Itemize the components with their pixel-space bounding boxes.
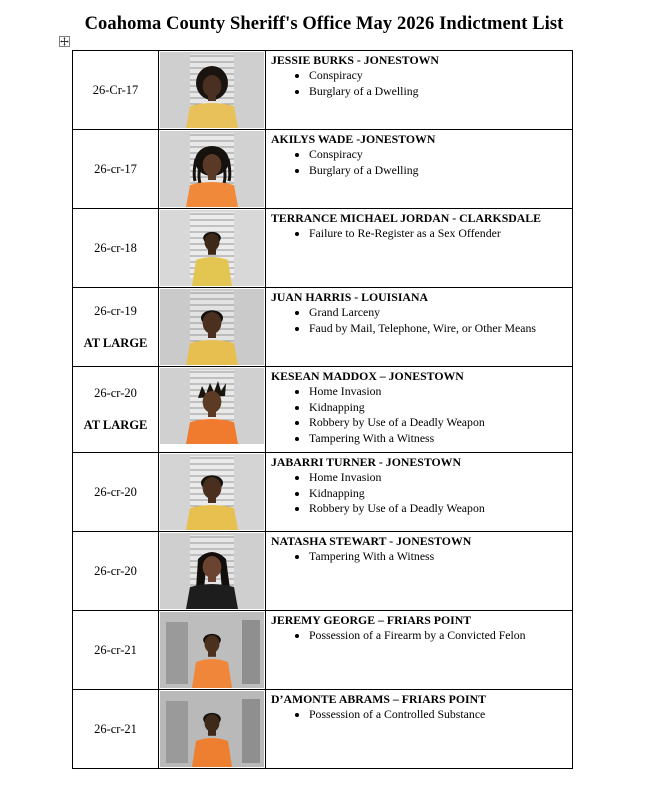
charge-item: • Burglary of a Dwelling	[309, 84, 568, 100]
table-row	[73, 611, 573, 690]
case-number: 26-cr-18	[94, 240, 137, 255]
table-row	[73, 453, 573, 532]
charges-list	[271, 470, 568, 517]
defendant-info-cell	[266, 453, 573, 532]
charge-item: • Possession of a Firearm by a Convicted Felon	[309, 628, 568, 644]
mugshot-photo	[160, 52, 264, 128]
indictment-table	[72, 50, 573, 769]
case-number-cell	[73, 611, 159, 690]
defendant-name: JUAN HARRIS - LOUISIANA	[271, 290, 428, 304]
charge-item: • Burglary of a Dwelling	[309, 163, 568, 179]
mugshot-cell	[159, 130, 266, 209]
mugshot-cell	[159, 209, 266, 288]
mugshot-cell	[159, 51, 266, 130]
mugshot-cell	[159, 288, 266, 367]
defendant-name: JESSIE BURKS - JONESTOWN	[271, 53, 439, 67]
charge-item: • Conspiracy	[309, 68, 568, 84]
mugshot-cell	[159, 611, 266, 690]
charge-item: • Home Invasion	[309, 470, 568, 486]
mugshot-photo	[160, 131, 264, 207]
mugshot-cell	[159, 367, 266, 453]
charge-item: • Failure to Re-Register as a Sex Offender	[309, 226, 568, 242]
charge-item: • Robbery by Use of a Deadly Weapon	[309, 415, 568, 431]
page-title: Coahoma County Sheriff's Office May 2026 Indictment List	[84, 14, 564, 34]
charge-item: • Faud by Mail, Telephone, Wire, or Other Means	[309, 321, 568, 337]
defendant-info-cell	[266, 288, 573, 367]
charges-list	[271, 226, 568, 242]
defendant-info-cell	[266, 130, 573, 209]
charge-item: • Grand Larceny	[309, 305, 568, 321]
case-number-cell	[73, 288, 159, 367]
mugshot-cell	[159, 690, 266, 769]
defendant-info-cell	[266, 51, 573, 130]
case-number: 26-cr-20	[94, 386, 137, 400]
case-number: 26-Cr-17	[92, 82, 139, 97]
mugshot-photo	[160, 368, 264, 444]
charge-item: • Tampering With a Witness	[309, 549, 568, 565]
mugshot-cell	[159, 532, 266, 611]
mugshot-cell	[159, 453, 266, 532]
mugshot-photo	[160, 454, 264, 530]
defendant-info-cell	[266, 690, 573, 769]
case-number: 26-cr-20	[94, 484, 137, 499]
defendant-info-cell	[266, 367, 573, 453]
at-large-status: AT LARGE	[83, 418, 148, 432]
table-row	[73, 367, 573, 453]
table-row	[73, 130, 573, 209]
case-number-cell	[73, 532, 159, 611]
case-number-cell	[73, 209, 159, 288]
case-number-cell	[73, 130, 159, 209]
charge-item: • Possession of a Controlled Substance	[309, 707, 568, 723]
table-move-handle-icon[interactable]	[59, 36, 70, 47]
defendant-info-cell	[266, 209, 573, 288]
mugshot-photo	[160, 533, 264, 609]
defendant-name: NATASHA STEWART - JONESTOWN	[271, 534, 472, 548]
defendant-name: AKILYS WADE -JONESTOWN	[271, 132, 436, 146]
charges-list	[271, 384, 568, 446]
case-number-cell	[73, 51, 159, 130]
case-number-cell	[73, 690, 159, 769]
charge-item: • Kidnapping	[309, 400, 568, 416]
table-row	[73, 288, 573, 367]
defendant-name: JABARRI TURNER - JONESTOWN	[271, 455, 461, 469]
charges-list	[271, 305, 568, 336]
charge-item: • Conspiracy	[309, 147, 568, 163]
defendant-name: D’AMONTE ABRAMS – FRIARS POINT	[271, 692, 486, 706]
charge-item: • Tampering With a Witness	[309, 431, 568, 447]
at-large-status: AT LARGE	[83, 335, 148, 350]
charge-item: • Robbery by Use of a Deadly Weapon	[309, 501, 568, 517]
defendant-info-cell	[266, 532, 573, 611]
case-number: 26-cr-21	[94, 721, 137, 736]
mugshot-photo	[160, 210, 264, 286]
charges-list	[271, 549, 568, 565]
charges-list	[271, 68, 568, 99]
table-row	[73, 690, 573, 769]
charge-item: • Home Invasion	[309, 384, 568, 400]
mugshot-photo	[160, 612, 264, 688]
table-row	[73, 209, 573, 288]
table-row	[73, 532, 573, 611]
table-row	[73, 51, 573, 130]
charges-list	[271, 147, 568, 178]
charges-list	[271, 707, 568, 723]
case-number: 26-cr-20	[94, 563, 137, 578]
case-number: 26-cr-21	[94, 642, 137, 657]
mugshot-photo	[160, 691, 264, 767]
case-number: 26-cr-17	[94, 161, 137, 176]
case-number-cell	[73, 367, 159, 453]
case-number-cell	[73, 453, 159, 532]
charge-item: • Kidnapping	[309, 486, 568, 502]
defendant-name: TERRANCE MICHAEL JORDAN - CLARKSDALE	[271, 211, 542, 225]
defendant-name: KESEAN MADDOX – JONESTOWN	[271, 369, 464, 383]
case-number: 26-cr-19	[94, 303, 137, 318]
mugshot-photo	[160, 289, 264, 365]
defendant-info-cell	[266, 611, 573, 690]
defendant-name: JEREMY GEORGE – FRIARS POINT	[271, 613, 472, 627]
charges-list	[271, 628, 568, 644]
